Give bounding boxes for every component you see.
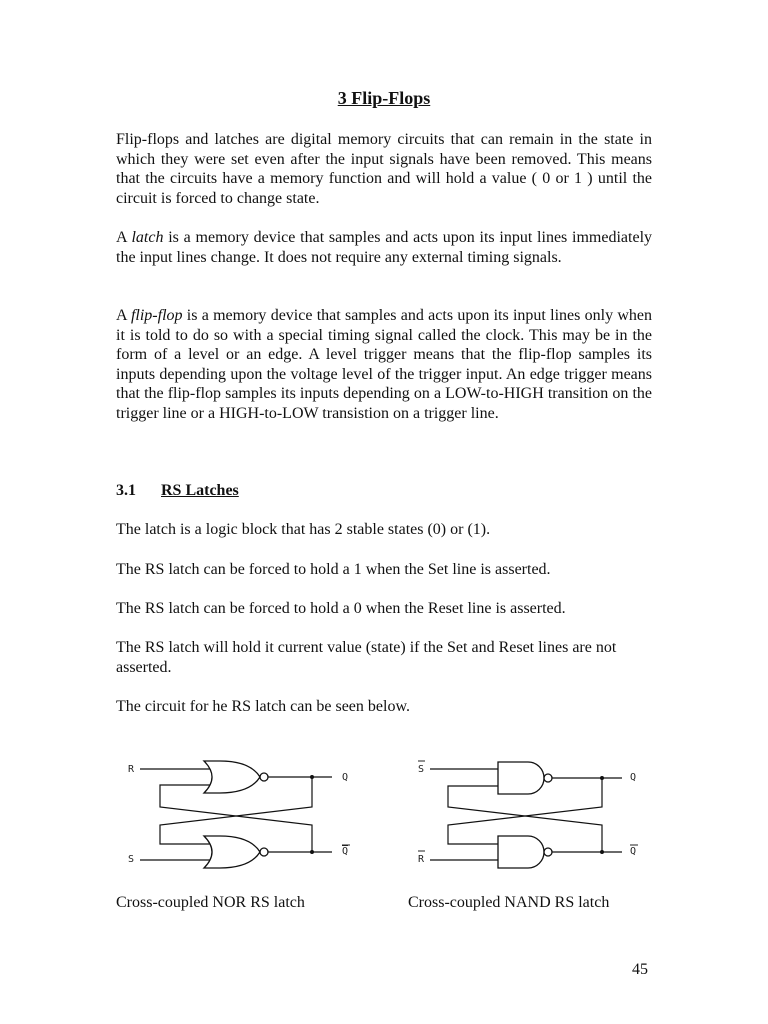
latch-term: latch [131,229,164,246]
rs-line-3: The RS latch can be forced to hold a 0 when the Reset line is asserted. [116,600,566,617]
rs-line-2: The RS latch can be forced to hold a 1 when the Set line is asserted. [116,561,551,578]
section-title: RS Latches [161,482,239,499]
nand-input-sbar: S [418,764,425,775]
rs-line-4: The RS latch will hold it current value (state) if the Set and Reset lines are not asserted. [116,639,617,676]
flipflop-term: flip-flop [130,307,183,324]
nor-output-q: Q [342,772,349,783]
intro-paragraph: Flip-flops and latches are digital memory circuits that can remain in the state in which they were set even after the input signals have been removed. This means that the circuits have a memory function and will hold a value ( 0 or 1 ) until the circuit is forced to change state. [116,131,652,207]
nor-gate-top [204,761,260,793]
section-number: 3.1 [116,482,136,499]
rs-line-5: The circuit for he RS latch can be seen below. [116,698,410,715]
nor-input-s: S [128,854,135,865]
section-heading [116,482,239,500]
nor-output-qbar: Q [342,846,349,857]
nand-output-q: Q [630,772,637,783]
nand-input-rbar: R [418,854,425,865]
latch-paragraph: A latch is a memory device that samples and acts upon its input lines immediately the input lines change. It does not require any external timing signals. [116,229,653,266]
nor-latch-diagram [120,752,360,872]
rs-line-1: The latch is a logic block that has 2 stable states (0) or (1). [116,521,491,538]
nand-bubble-bottom [544,848,552,856]
nor-gate-bottom [204,836,260,868]
nand-output-qbar: Q [630,846,637,857]
nor-bubble-bottom [260,848,268,856]
nand-gate-bottom [498,836,544,868]
flipflop-paragraph: A flip-flop is a memory device that samples and acts upon its input lines only when it is told to do so with a special timing signal called the clock. This may be in the form of a level or an edge. A level trigger means that the flip-flop samples its inputs depending upon the voltage level of the trigger input. An edge trigger means that the flip-flop samples its inputs depending on a LOW-to-HIGH transition on the trigger line or a HIGH-to-LOW transistion on a trigger line. [116,307,653,422]
nor-caption: Cross-coupled NOR RS latch [116,894,305,911]
nor-bubble-top [260,773,268,781]
nand-bubble-top [544,774,552,782]
nor-input-r: R [128,764,135,775]
page-number: 45 [632,961,648,978]
chapter-title: 3 Flip-Flops [337,88,431,108]
nand-caption: Cross-coupled NAND RS latch [408,894,610,911]
nand-latch-diagram [410,752,650,872]
nand-gate-top [498,762,544,794]
